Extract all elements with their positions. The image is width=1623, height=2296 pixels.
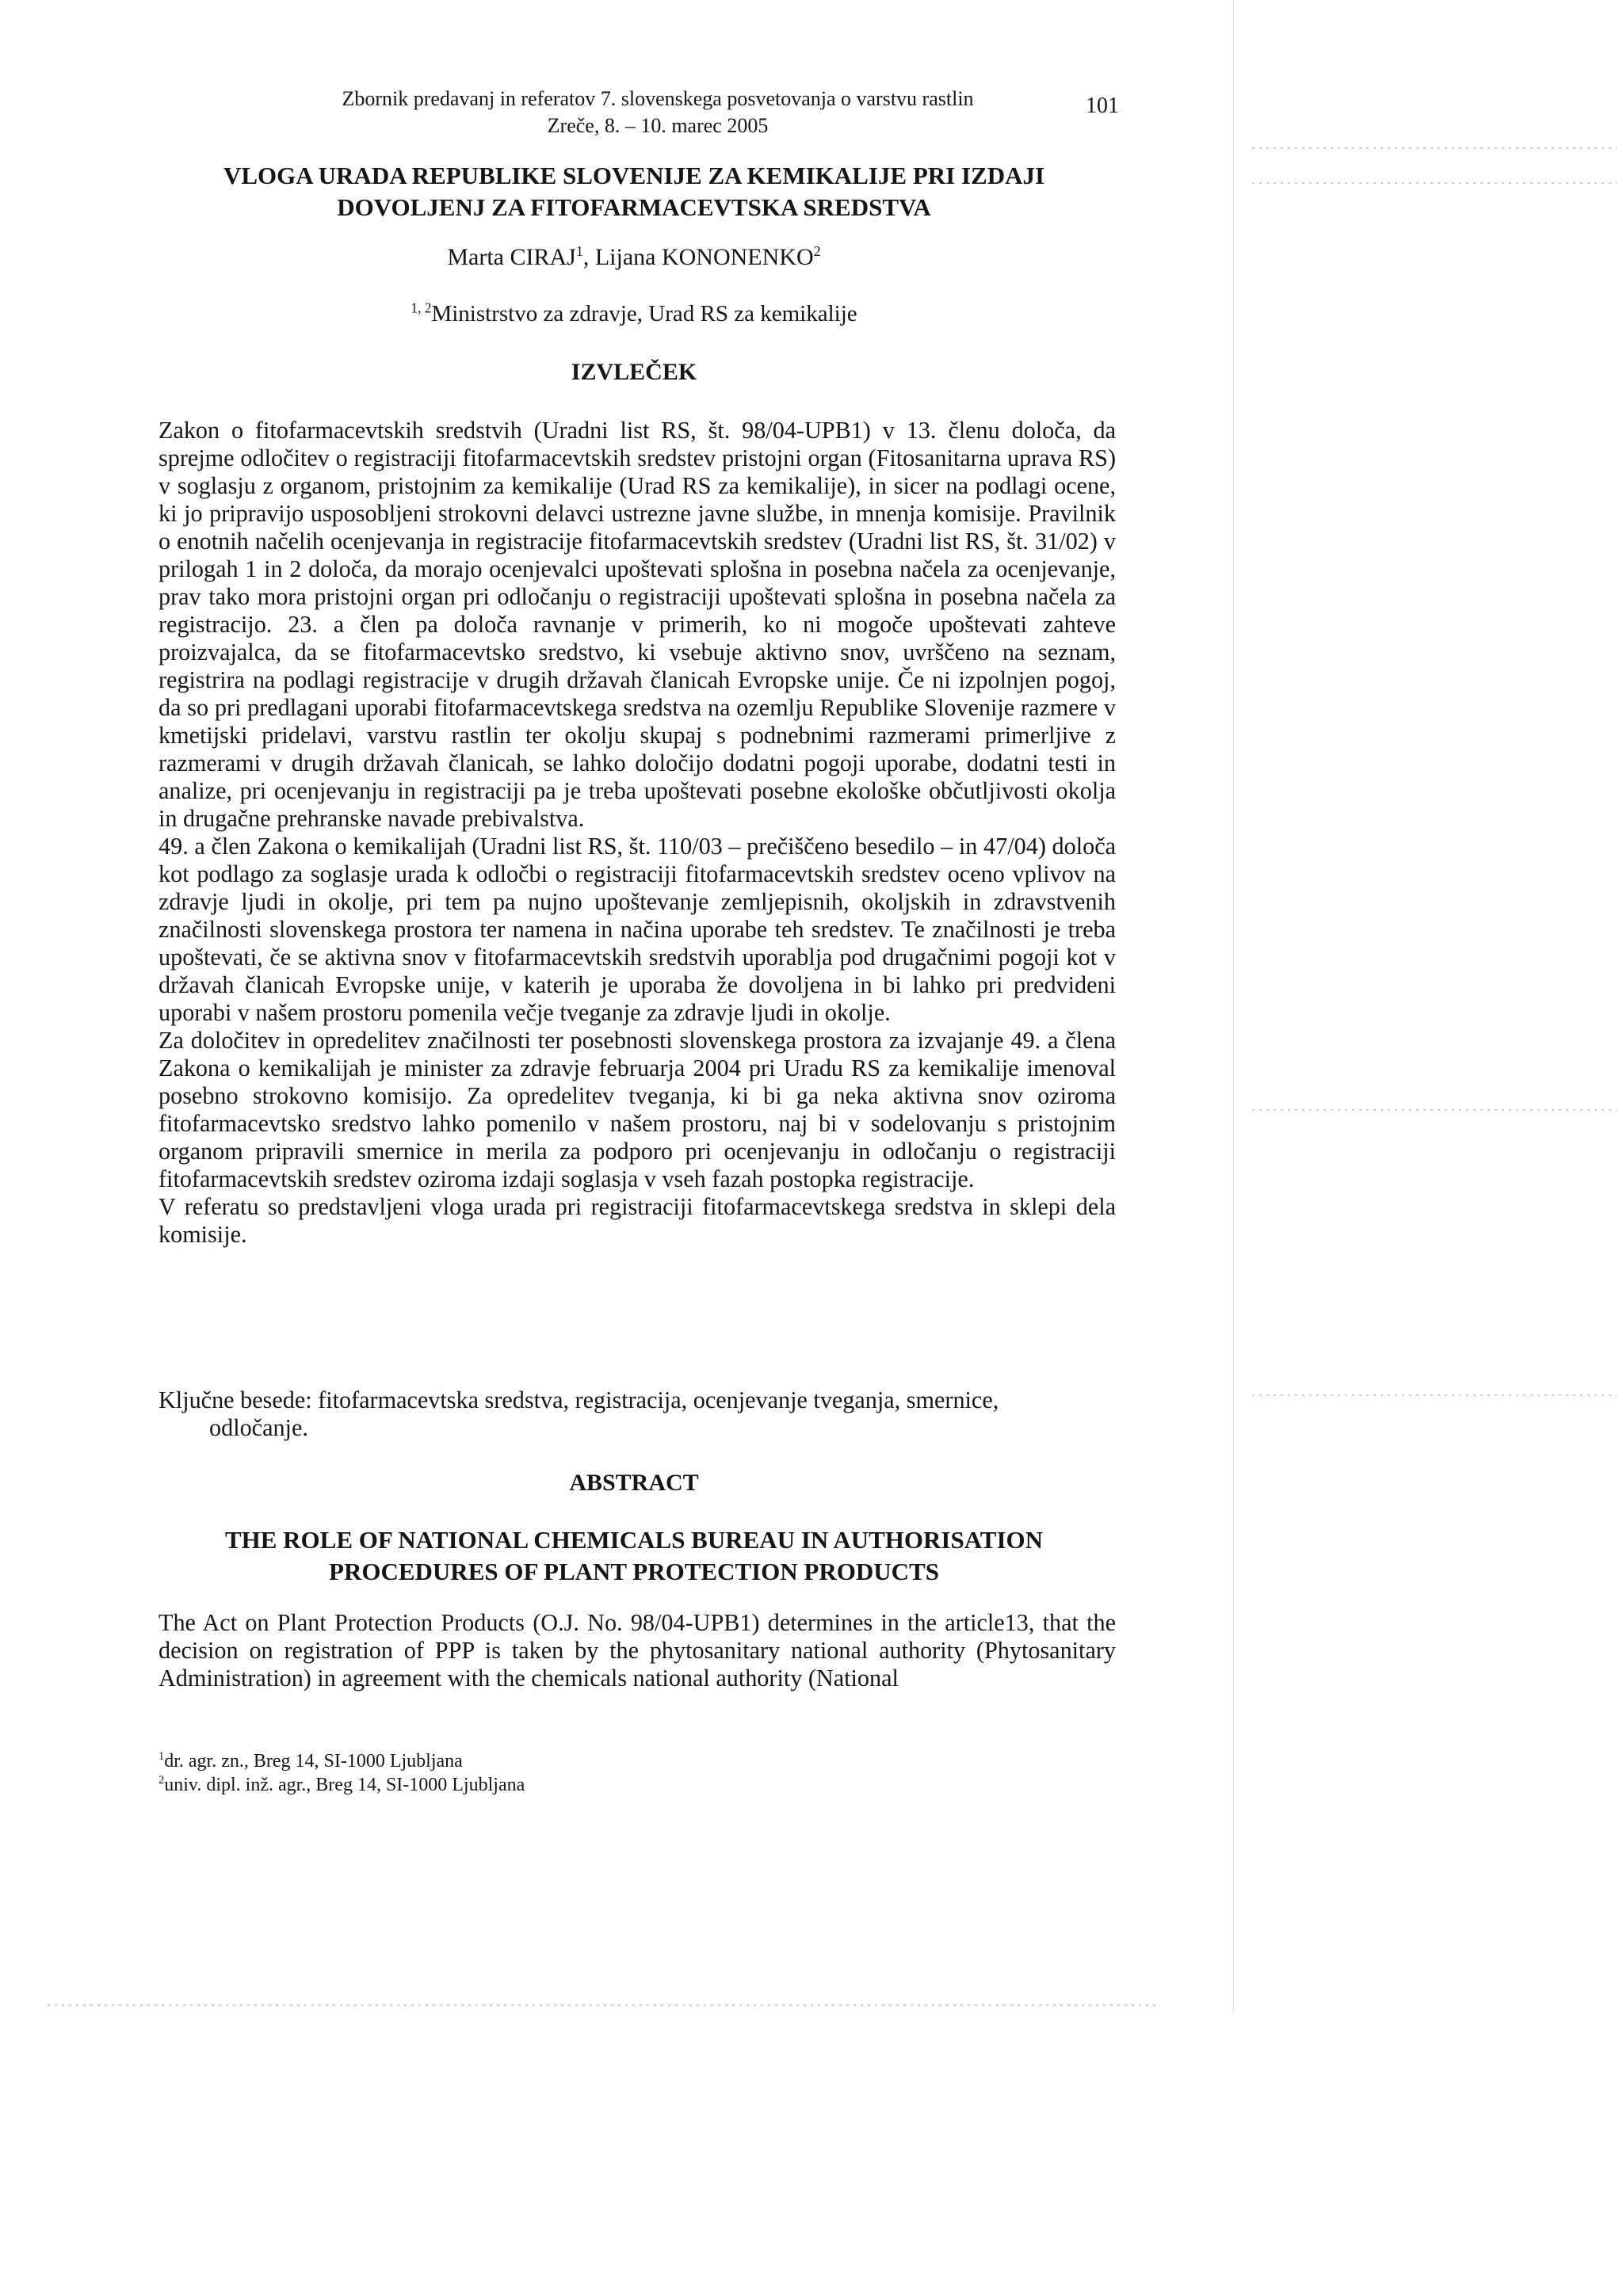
abstract-heading-sl: IZVLEČEK [571, 359, 697, 385]
scan-artifact [1252, 1109, 1617, 1111]
affiliation-text: Ministrstvo za zdravje, Urad RS za kemikalije [431, 301, 857, 326]
abstract-paragraph: Za določitev in opredelitev značilnosti ter posebnosti slovenskega prostora za izvajanje 49. a člena Zakona o kemikalijah je minister za zdravje februarja 2004 pri Uradu RS za kemikalije imenoval posebno strokovno komisijo. Za opredelitev tveganja, ki bi ga neka aktivna snov oziroma fitofarmacevtsko sredstvo lahko pomenilo v našem prostoru, naj bi v sodelovanju s pristojnim organom pripravili smernice in merila za podporo pri ocenjevanju in odločanju o registraciji fitofarmacevtskih sredstev oziroma izdaji soglasja v vseh fazah postopka registracije. [158, 1027, 1116, 1192]
author-affiliation-mark: 2 [813, 243, 821, 259]
keywords-text: besede: fitofarmacevtska sredstva, registracija, ocenjevanje tveganja, smernice, [240, 1386, 999, 1413]
abstract-paragraph: V referatu so predstavljeni vloga urada pri registraciji fitofarmacevtskega sredstva in sklepi dela komisije. [158, 1193, 1116, 1248]
abstract-paragraph: 49. a člen Zakona o kemikalijah (Uradni list RS, št. 110/03 – prečiščeno besedilo – in 47/04) določa kot podlago za soglasje urada k odločbi o registraciji fitofarmacevtskih sredstev oceno vplivov na zdravje ljudi in okolje, pri tem pa nujno upoštevanje zemljepisnih, okoljskih in zdravstvenih značilnosti slovenskega prostora ter namena in načina uporabe teh sredstev. Te značilnosti je treba upoštevati, če se aktivna snov v fitofarmacevtskih sredstvih uporablja pod drugačnimi pogoji kot v državah članicah Evropske unije, v katerih je uporaba že dovoljena in bi lahko pri predvideni uporabi v našem prostoru pomenila večje tveganje za zdravje ljudi in okolje. [158, 833, 1116, 1026]
page-number: 101 [1086, 93, 1119, 118]
title-sl-line-1: VLOGA URADA REPUBLIKE SLOVENIJE ZA KEMIKALIJE PRI IZDAJI [223, 162, 1045, 189]
title-en-line-2: PROCEDURES OF PLANT PROTECTION PRODUCTS [329, 1558, 939, 1585]
abstract-heading-en: ABSTRACT [569, 1470, 699, 1496]
header-line-1: Zbornik predavanj in referatov 7. slovenskega posvetovanja o varstvu rastlin [342, 87, 974, 110]
affiliation [317, 301, 951, 327]
author-affiliation-mark: 1 [575, 243, 583, 259]
footnotes [158, 1749, 872, 1797]
keywords-line [158, 1386, 1116, 1414]
footnote [158, 1773, 872, 1797]
title-en-line-1: THE ROLE OF NATIONAL CHEMICALS BUREAU IN AUTHORISATION [224, 1526, 1044, 1554]
scan-artifact [1252, 1394, 1617, 1396]
keywords [158, 1386, 1116, 1442]
footnote-mark: 1 [158, 1750, 165, 1763]
abstract-paragraph: The Act on Plant Protection Products (O.J. No. 98/04-UPB1) determines in the article13, that the decision on registration of PPP is taken by the phytosanitary national authority (Phytosanitary Administration) in agreement with the chemicals national authority (National [158, 1609, 1116, 1691]
footnote [158, 1749, 872, 1773]
keywords-continuation: odločanje. [209, 1414, 308, 1441]
footnote-text: dr. agr. zn., Breg 14, SI-1000 Ljubljana [164, 1751, 463, 1772]
running-header [262, 86, 1054, 139]
title-sl-line-2: DOVOLJENJ ZA FITOFARMACEVTSKA SREDSTVA [337, 193, 931, 221]
affiliation-mark: 1, 2 [411, 299, 432, 316]
scan-shadow-edge [1233, 0, 1234, 2012]
abstract-body-en [158, 1609, 1116, 1692]
header-line-2: Zreče, 8. – 10. marec 2005 [547, 114, 769, 137]
footnote-text: univ. dipl. inž. agr., Breg 14, SI-1000 Ljubljana [164, 1775, 525, 1795]
author-name: Marta CIRAJ [447, 244, 576, 270]
paper-title-en [158, 1524, 1109, 1588]
scan-artifact [1252, 147, 1617, 149]
keywords-label: Ključne [158, 1386, 235, 1413]
author-name: Lijana KONONENKO [594, 244, 814, 270]
author-list [317, 244, 951, 271]
abstract-paragraph: Zakon o fitofarmacevtskih sredstvih (Uradni list RS, št. 98/04-UPB1) v 13. členu določa, da sprejme odločitev o registraciji fitofarmacevtskih sredstev pristojni organ (Fitosanitarna uprava RS) v soglasju z organom, pristojnim za kemikalije (Urad RS za kemikalije), in sicer na podlagi ocene, ki jo pripravijo usposobljeni strokovni delavci ustrezne javne službe, in mnenja komisije. Pravilnik o enotnih načelih ocenjevanja in registracije fitofarmacevtskih sredstev (Uradni list RS, št. 31/02) v prilogah 1 in 2 določa, da morajo ocenjevalci upoštevati splošna in posebna načela za ocenjevanje, prav tako mora pristojni organ pri odločanju o registraciji upoštevati splošna in posebna načela za registracijo. 23. a člen pa določa ravnanje v primerih, ko ni mogoče upoštevati zahteve proizvajalca, da se fitofarmacevtsko sredstvo, ki vsebuje aktivno snov, uvrščeno na seznam, registrira na podlagi registracije v drugih državah članicah Evropske unije. Če ni izpolnjen pogoj, da so pri predlagani uporabi fitofarmacevtskega sredstva na ozemlju Republike Slovenije razmere v kmetijski pridelavi, varstvu rastlin ter okolju skupaj s podnebnimi razmerami primerljive z razmerami v drugih državah članicah, se lahko določijo dodatni pogoji uporabe, dodatni testi in analize, pri ocenjevanju in registraciji pa je treba upoštevati posebne ekološke občutljivosti okolja in drugačne prehranske navade prebivalstva. [158, 417, 1116, 832]
scan-artifact [48, 2004, 1157, 2006]
author-separator: , [582, 244, 595, 270]
paper-title-sl [158, 160, 1109, 223]
abstract-body-sl [158, 417, 1116, 1249]
footnote-mark: 2 [158, 1774, 165, 1787]
scan-artifact [1252, 182, 1617, 184]
